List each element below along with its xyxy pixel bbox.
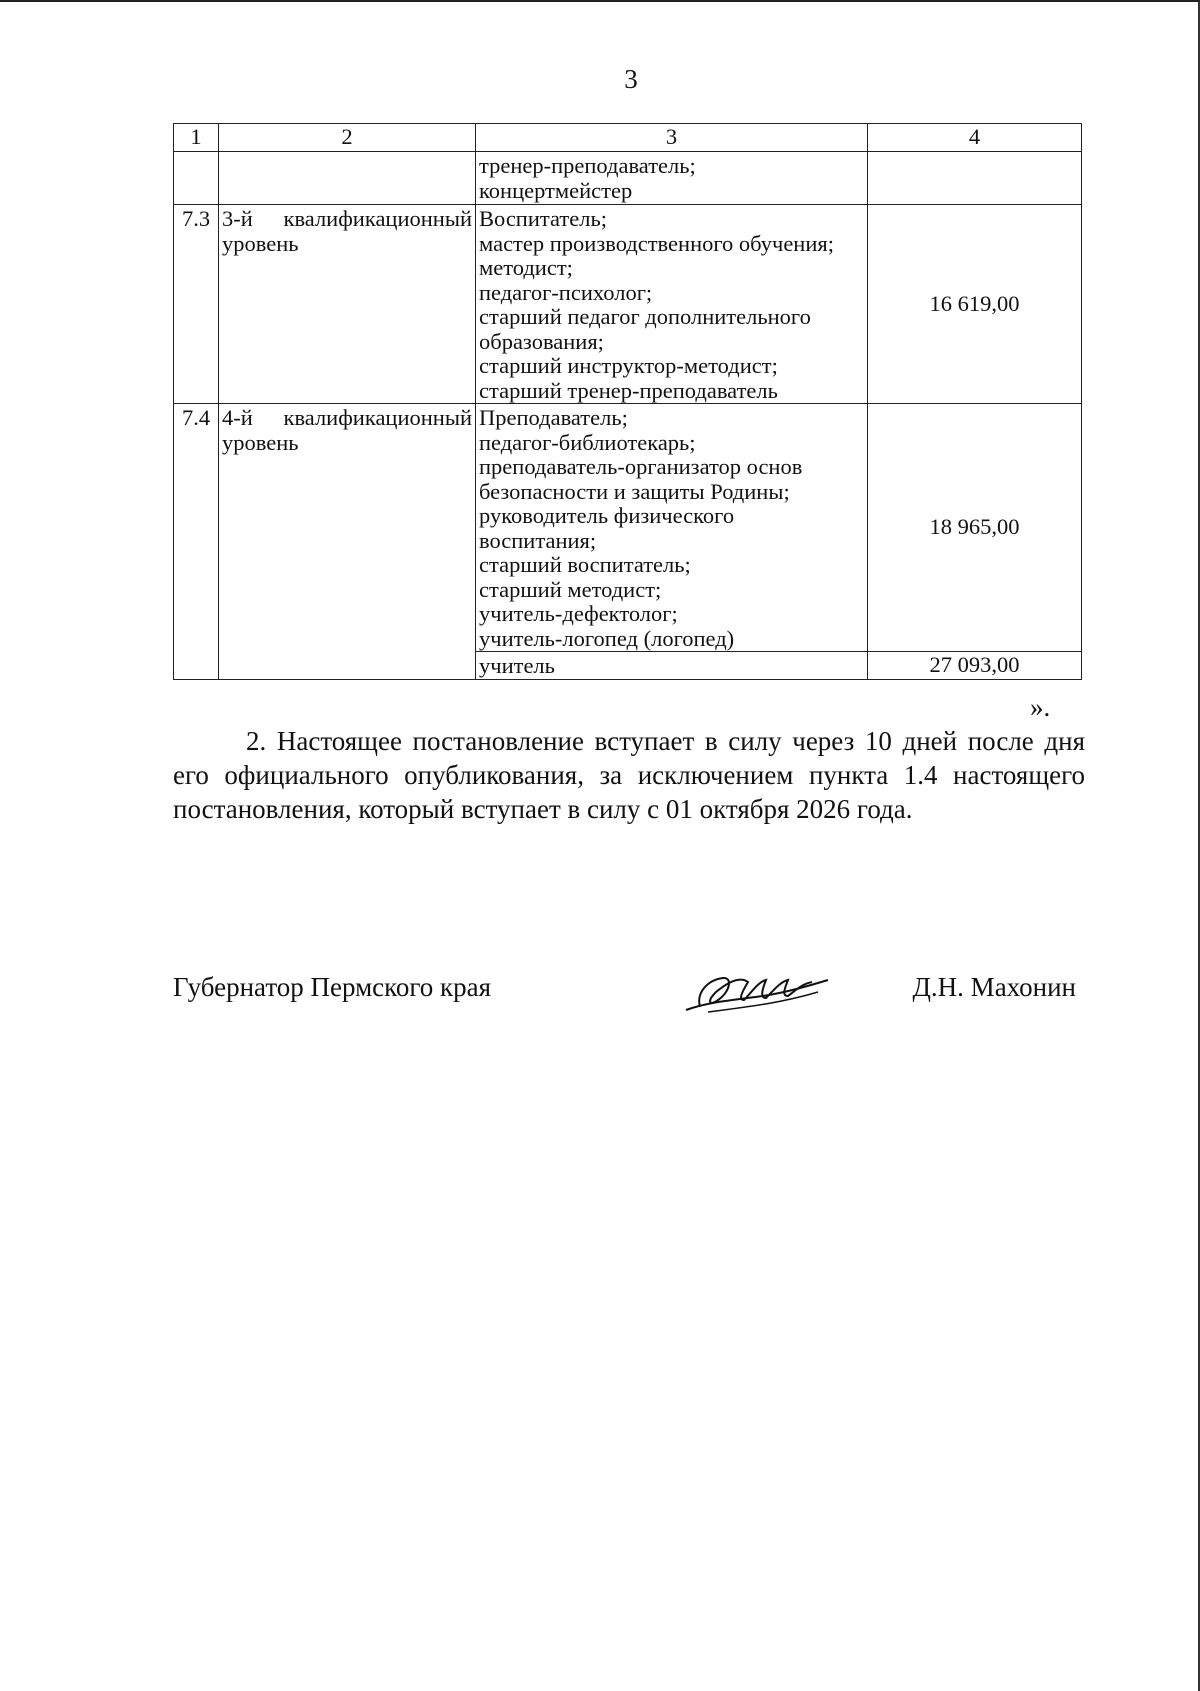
job-item: методист; [479,255,573,280]
level-cell [219,152,476,205]
jobs-cell [476,652,868,680]
level-word: квалификационный [283,206,472,231]
level-word: квалификационный [283,405,472,430]
jobs-cell [476,152,868,205]
amount-cell: 16 619,00 [868,205,1082,404]
job-item: Преподаватель; [479,405,628,430]
signer-name: Д.Н. Махонин [912,972,1076,1002]
amount-cell [868,152,1082,205]
header-cell: 2 [219,124,476,152]
header-cell: 3 [476,124,868,152]
amount-cell: 27 093,00 [868,652,1082,680]
job-item: мастер производственного обучения; [479,230,834,256]
header-cell: 1 [174,124,219,152]
job-item: учитель-дефектолог; [479,601,678,626]
job-item: старший педагог дополнительного [479,304,811,329]
table-row [174,152,1082,205]
salary-table [173,123,1082,680]
table-row [174,205,1082,404]
job-item: учитель-логопед (логопед) [479,625,735,651]
job-item: Воспитатель; [479,206,607,231]
job-item: учитель [479,653,555,678]
job-item: старший инструктор-методист; [479,353,778,378]
row-number-cell [174,152,219,205]
level-ordinal: 4-й [222,405,253,430]
job-item: старший методист; [479,576,662,602]
header-cell: 4 [868,124,1082,152]
job-item: образования; [479,328,604,354]
level-cell [219,205,476,404]
jobs-cell [476,205,868,404]
table-row [174,404,1082,652]
job-item: преподаватель-организатор основ [479,454,803,479]
level-line2: уровень [222,429,299,455]
job-item: старший тренер-преподаватель [479,377,778,403]
level-line2: уровень [222,230,299,256]
table-header-row [174,124,1082,152]
closing-quote: ». [1030,692,1051,722]
job-item: старший воспитатель; [479,552,691,577]
body-paragraph: 2. Настоящее постановление вступает в силу через 10 дней после дня его официального опубликования, за исключением пункта 1.4 настоящего постановления, который вступает в силу с 01 октября 2026 года. [173,726,1085,824]
handwritten-signature [678,962,838,1022]
signer-title: Губернатор Пермского края [173,972,492,1002]
row-number-cell: 7.4 [174,404,219,680]
job-item: педагог-психолог; [479,279,653,305]
job-item: воспитания; [479,527,597,553]
jobs-cell [476,404,868,652]
job-item: концертмейстер [479,177,633,203]
signature-block [173,972,1081,1032]
job-item: тренер-преподаватель; [479,153,696,178]
page-number: 3 [624,64,638,94]
amount-cell: 18 965,00 [868,404,1082,652]
job-item: руководитель физического [479,503,735,528]
row-number-cell: 7.3 [174,205,219,404]
level-cell [219,404,476,680]
job-item: педагог-библиотекарь; [479,429,696,455]
job-item: безопасности и защиты Родины; [479,478,790,504]
level-ordinal: 3-й [222,206,253,231]
